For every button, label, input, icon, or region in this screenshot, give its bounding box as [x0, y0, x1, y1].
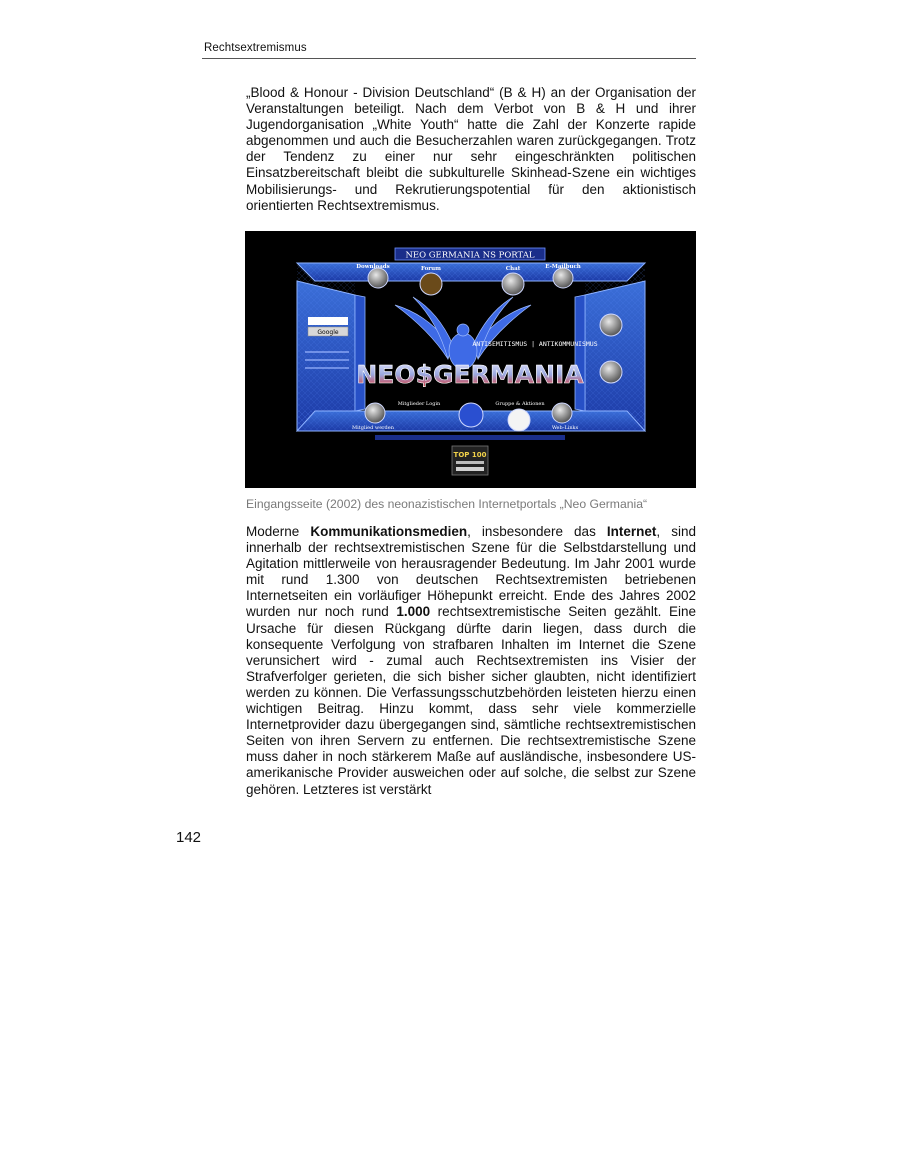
neo-germania-logo: NEO$GERMANIA [356, 360, 584, 389]
paragraph-1: „Blood & Honour - Division Deutschland“ (B & H) an der Organisation der Veranstaltungen beteiligt. Nach dem Verbot von B & H und ihrer Jugendorganisation „White Youth“ hatte die Zahl der Konzerte rapide abgenommen und auch die Besucherzahlen waren zurückgegangen. Trotz der Tendenz zu einer nur sehr eingeschränkten politischen Einsatzbereitschaft bleibt die subkulturelle Skinhead-Szene ein wichtiges Mobilisierungs- und Rekrutierungspotential für den aktionistisch orientierten Rechtsextremismus. [246, 85, 696, 213]
page-number: 142 [176, 829, 202, 846]
term-internet: Internet [606, 524, 657, 539]
figure-1000: 1.000 [396, 604, 431, 620]
screenshot-figure [245, 231, 696, 488]
nav-mitglied-werden[interactable]: Mitglied werden [352, 425, 394, 431]
figure-caption: Eingangsseite (2002) des neonazistischen Internetportals „Neo Germania“ [246, 497, 648, 511]
nav-downloads[interactable]: Downloads [356, 264, 390, 270]
counter-label: TOP 100 [453, 451, 487, 459]
running-head: Rechtsextremismus [204, 42, 307, 54]
p2-text-2: , insbesondere das [467, 524, 607, 539]
search-input[interactable] [308, 317, 348, 325]
p2-text-3: , sind innerhalb der rechtsextremistischen Szene für die Selbstdarstellung und Agitation mittlerweile von herausragender Bedeutung. Im Jahr 2001 wurde mit rund 1.300 von deutschen Rechtsextremisten betriebenen Internetseiten ein vorläufiger Höhepunkt erreicht. Ende des Jahres 2002 wurden nur noch rund [246, 524, 696, 620]
nav-forum[interactable]: Forum [421, 266, 441, 272]
p2-text-1: Moderne [246, 524, 311, 539]
neo-germania-screenshot [245, 231, 696, 488]
nav-web-links[interactable]: Web-Links [551, 425, 579, 431]
nav-emailbuch[interactable]: E-Mailbuch [545, 264, 581, 270]
search-button-label: Google [317, 329, 339, 336]
tagline: ANTISEMITISMUS | ANTIKOMMUNISMUS [472, 340, 598, 348]
nav-gruppe-aktionen[interactable]: Gruppe & Aktionen [495, 401, 545, 407]
paragraph-2 [246, 524, 696, 798]
term-kommunikationsmedien: Kommunikationsmedien [310, 524, 468, 539]
p2-text-4: rechtsextremistische Seiten gezählt. Eine Ursache für diesen Rückgang dürfte darin liegen, dass durch die konsequente Verfolgung von strafbaren Inhalten im Internet die Szene verunsichert wird - zumal auch Rechtsextremisten ins Visier der Strafverfolger gerieten, die sich bisher sicher glaubten, nicht identifiziert werden zu können. Die Verfassungsschutzbehörden leisteten hierzu einen wichtigen Beitrag. Hinzu kommt, dass sehr viele kommerzielle Internetprovider dazu übergegangen sind, sämtliche rechtsextremistischen Seiten von ihren Servern zu entfernen. Die rechtsextremistische Szene muss daher in noch stärkerem Maße auf ausländische, insbesondere US-amerikanische Provider ausweichen oder auf solche, die selbst zur Szene gehören. Letzteres ist verstärkt [246, 604, 696, 797]
portal-banner: NEO GERMANIA NS PORTAL [405, 250, 535, 261]
header-rule [202, 58, 696, 59]
nav-mitglieder-login[interactable]: Mitglieder Login [397, 401, 441, 407]
nav-chat[interactable]: Chat [505, 266, 521, 272]
